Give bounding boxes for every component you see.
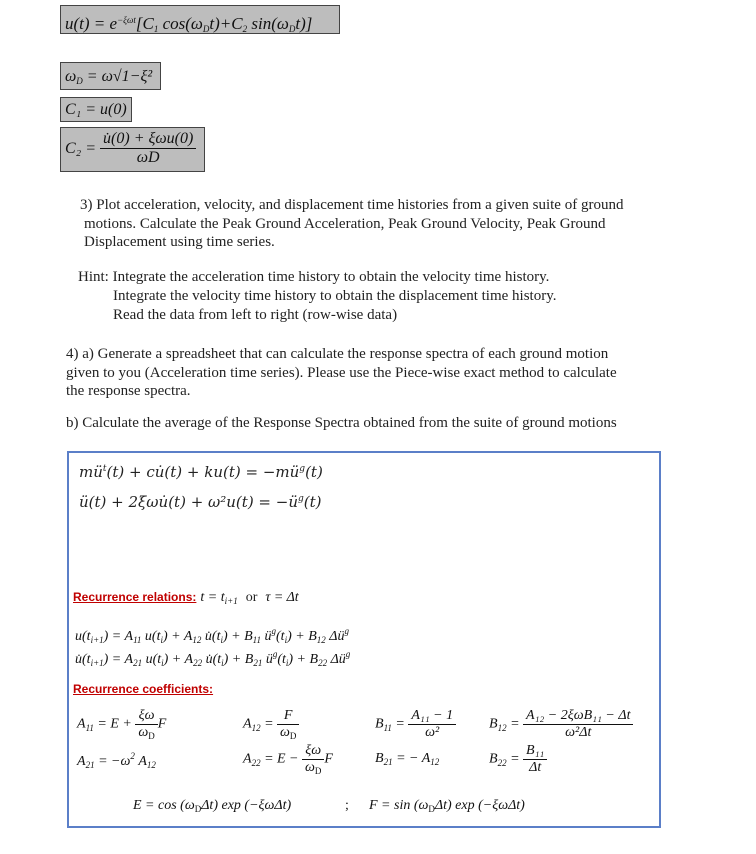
definition-separator: ;	[345, 798, 349, 813]
coef-A21: $A_{21} = -\omega^2$ $A_{12}$	[77, 751, 156, 770]
recurrence-coefficients-heading: Recurrence coefficients:	[73, 682, 214, 696]
item-3-text: 3) Plot acceleration, velocity, and displacement time histories from a given suite of ground motions. Calculate the Peak Ground Acceleration, Peak Ground Velocity, Peak Ground Displacement using time series.	[80, 197, 624, 250]
definition-E: $E = \cos (\omega_D\Delta t)$ exp (−ξωΔt)	[133, 798, 292, 814]
item-4b-text: b) Calculate the average of the Response Spectra obtained from the suite of ground motions	[66, 415, 617, 431]
recurrence-box	[67, 451, 661, 828]
equation-u-t: $u(t) = e^{-\xi\omega t}[C_1$ $\cos(\omega_Dt)+C_2$ $\sin(\omega_Dt)$]	[60, 5, 340, 34]
equation-omega-d: $\omega_D = \omega√1-\xi^2$	[60, 62, 161, 90]
c2-fraction: $\frac{\text{u̇(0) + ξωu(0)}}{\omega D}$	[100, 130, 196, 168]
item-4a-text: 4) a) Generate a spreadsheet that can calculate the response spectra of each ground motion given to you (Acceleration time series). Please use the Piece-wise exact method to calculate the response spectra.	[66, 346, 617, 399]
recurrence-relation-velocity: $u̇(t_{i+1}) = A_{21}$ $u(t_i) + A_{22}$ $u̇(t_i) + B_{21}$ $ü^g(t_i) + B_{22}$ $\Delta ü^g$	[75, 649, 351, 668]
coef-B22: $B_{22}$ = $\frac{\text{B₁₁}}{\Delta t}$	[489, 743, 547, 776]
equation-c2: C₂ = $\frac{\text{u̇(0) + ξωu(0)}}{\omega D}$	[60, 127, 205, 172]
coef-B11: $B_{11}$ = $\frac{\text{A₁₁ − 1}}{\text{ω²}}$	[375, 708, 456, 741]
recurrence-relations-heading: Recurrence relations: $t = t_{i+1}$ or τ = Δt	[73, 590, 299, 606]
coef-B21: $B_{21}$ = − $A_{12}$	[375, 751, 440, 767]
coef-A22: $A_{22} = E$ − $\frac{\xi\omega}{\omega_D}$ F	[243, 743, 333, 777]
coef-A12: $A_{12}$ = $\frac{F}{\omega_D}$	[243, 708, 299, 741]
equation-of-motion-2: ü(t) + 2ξωu̇(t) + $\omega^2u(t) = -ü^g(t)$	[79, 493, 322, 511]
equation-c1: C₁ = u(0)	[60, 97, 132, 122]
recurrence-relation-displacement: $u(t_{i+1}) = A_{11}$ $u(t_i) + A_{12}$ $u̇(t_i) + B_{11}$ $ü^g(t_i) + B_{12}$ $\Delta ü^g$	[75, 626, 349, 645]
coef-B12: $B_{12}$ = $\frac{\text{A₁₂ − 2ξωB₁₁ − Δt}}{\text{ω²Δt}}$	[489, 708, 633, 741]
hint-block: Hint: Integrate the acceleration time history to obtain the velocity time history. Integrate the velocity time history to obtain the displacement time history. Read the data from left to right (row-wise data)	[78, 269, 557, 323]
definition-F: $F = \sin (\omega_D\Delta t)$ exp (−ξωΔt)	[369, 798, 525, 814]
equation-of-motion-1: $mü^t(t)$ + cu̇(t) + $ku(t) = -mü^g(t)$	[79, 463, 323, 481]
coef-A11: $A_{11} = E$ + $\frac{\xi\omega}{\omega_D}$ F	[77, 708, 167, 742]
